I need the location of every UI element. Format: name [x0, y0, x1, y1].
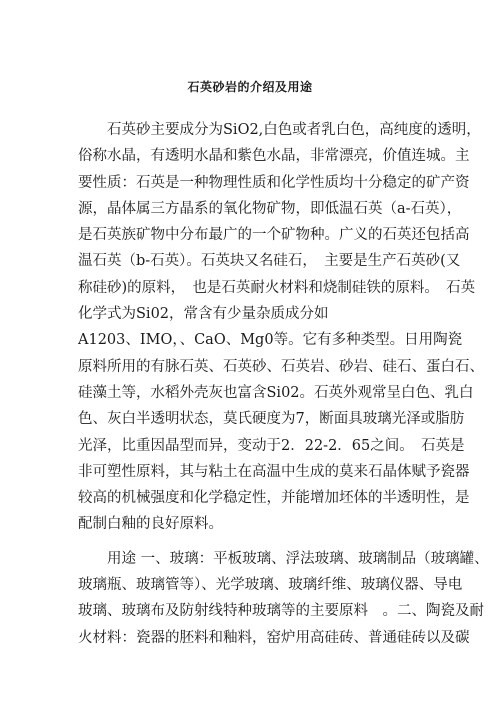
- paragraph-line: 俗称水晶，有透明水晶和紫色水晶，非常漂亮，价值连城。主: [78, 148, 470, 165]
- paragraph-line: 原料所用的有脉石英、石英砂、石英岩、砂岩、硅石、蛋白石、: [78, 358, 484, 375]
- paragraph-line: 配制白釉的良好原料。: [78, 516, 223, 533]
- paragraph-line: 是石英族矿物中分布最广的一个矿物种。广义的石英还包括高: [78, 227, 470, 244]
- paragraph-line: 光泽，比重因晶型而异，变动于2．22-2．65之间。 石英是: [78, 437, 465, 454]
- paragraph-line: 石英砂主要成分为SiO2,白色或者乳白色，高纯度的透明，: [107, 122, 481, 138]
- paragraph-line: 玻璃瓶、玻璃管等）、光学玻璃、玻璃纤维、玻璃仪器、导电: [78, 577, 463, 594]
- paragraph-line: 用途 一、玻璃：平板玻璃、浮法玻璃、玻璃制品（玻璃罐、: [107, 550, 489, 567]
- paragraph-line: 玻璃、玻璃布及防射线特种玻璃等的主要原料 。二、陶瓷及耐: [78, 603, 484, 620]
- paragraph-line: 非可塑性原料，其与粘土在高温中生成的莫来石晶体赋予瓷器: [78, 463, 470, 480]
- paragraph-line: 硅藻土等，水稻外壳灰也富含Si02。石英外观常呈白色、乳白: [78, 384, 474, 401]
- paragraph-line: 火材料：瓷器的胚料和釉料，窑炉用高硅砖、普通硅砖以及碳: [78, 629, 470, 646]
- paragraph-line: 色、灰白半透明状态，莫氏硬度为7，断面具玻璃光泽或脂肪: [78, 411, 465, 428]
- document-body: [78, 117, 489, 651]
- document-title: 石英砂岩的介绍及用途: [187, 80, 313, 94]
- paragraph-line: 较高的机械强度和化学稳定性，并能增加坯体的半透明性，是: [78, 490, 470, 507]
- paragraph-line: 源，晶体属三方晶系的氧化物矿物，即低温石英（a-石英），: [78, 200, 462, 217]
- paragraph-line: 温石英（b-石英）。石英块又名硅石， 主要是生产石英砂(又: [78, 253, 461, 270]
- paragraph-line: A1203、IMO，、CaO、Mg0等。它有多种类型。日用陶瓷: [78, 332, 463, 349]
- paragraph-line: 化学式为Si02，常含有少量杂质成分如: [78, 306, 329, 323]
- paragraph-line: 要性质：石英是一种物理性质和化学性质均十分稳定的矿产资: [78, 174, 470, 191]
- paragraph-line: 称硅砂)的原料， 也是石英耐火材料和烧制硅铁的原料。 石英: [78, 279, 476, 296]
